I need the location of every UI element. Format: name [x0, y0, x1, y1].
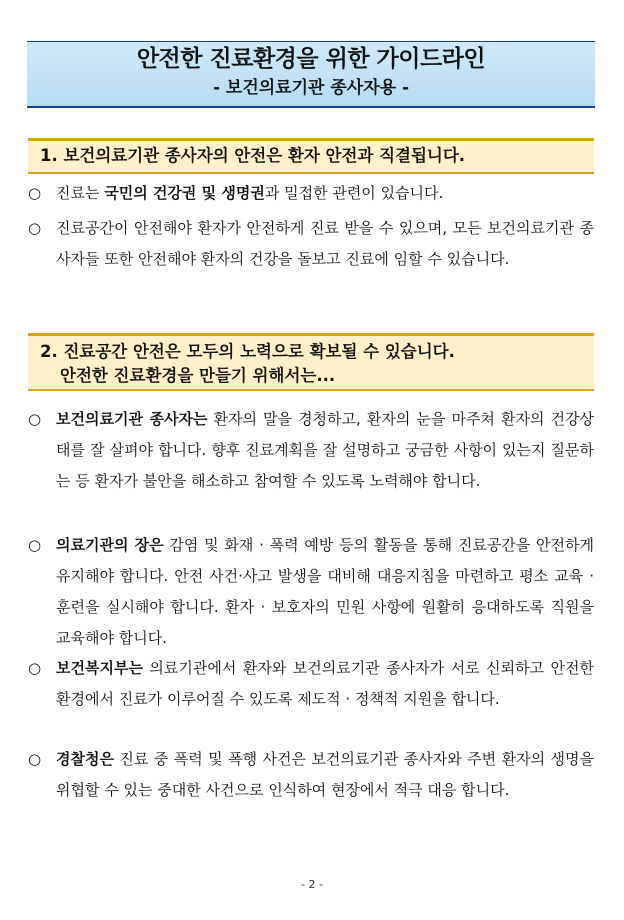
bullet-text: 보건복지부는 의료기관에서 환자와 보건의료기관 종사자가 서로 신뢰하고 안전한 환경에서 진료가 이루어질 수 있도록 제도적 · 정책적 지원을 합니다.	[56, 659, 594, 708]
document-subtitle: - 보건의료기관 종사자용 -	[212, 78, 410, 98]
bullet-text: 보건의료기관 종사자는 환자의 말을 경청하고, 환자의 눈을 마주쳐 환자의 건강상태를 잘 살펴야 합니다. 향후 진료계획을 잘 설명하고 궁금한 사항이 있는지 질문하는 등 환자가 불안을 해소하고 참여할 수 있도록 노력해야 합니다.	[56, 410, 594, 490]
bullet-emphasis: 국민의 건강권 및 생명권	[104, 184, 265, 202]
circle-bullet-icon: ○	[28, 410, 42, 428]
section-1-bullet-2	[28, 213, 594, 275]
section-1-heading: 1. 보건의료기관 종사자의 안전은 환자 안전과 직결됩니다.	[28, 138, 594, 174]
section-2-heading-line-2: 안전한 진료환경을 만들기 위해서는...	[60, 366, 336, 385]
section-2-heading	[28, 333, 594, 391]
bullet-text: 의료기관의 장은 감염 및 화재 · 폭력 예방 등의 활동을 통해 진료공간을 안전하게 유지해야 합니다. 안전 사건·사고 발생을 대비해 대응지침을 마련하고 평소 교육 ·훈련을 실시해야 합니다. 환자 · 보호자의 민원 사항에 원활히 응대하도록 직원을 교육해야 합니다.	[56, 536, 594, 647]
circle-bullet-icon: ○	[28, 184, 42, 202]
bullet-emphasis: 보건복지부는	[56, 659, 143, 677]
bullet-text: 경찰청은 진료 중 폭력 및 폭행 사건은 보건의료기관 종사자와 주변 환자의 생명을 위협할 수 있는 중대한 사건으로 인식하여 현장에서 적극 대응 합니다.	[56, 750, 594, 799]
section-2-bullet-3	[28, 653, 594, 715]
section-1-bullet-1	[28, 178, 594, 209]
bullet-emphasis: 경찰청은	[56, 750, 114, 768]
bullet-emphasis: 의료기관의 장은	[56, 536, 164, 554]
section-2-bullet-1	[28, 404, 594, 497]
section-2-bullet-2	[28, 530, 594, 654]
section-2-bullet-4	[28, 744, 594, 806]
section-2-heading-line-1: 2. 진료공간 안전은 모두의 노력으로 확보될 수 있습니다.	[40, 342, 455, 361]
bullet-text: 진료공간이 안전해야 환자가 안전하게 진료 받을 수 있으며, 모든 보건의료기관 종사자들 또한 안전해야 환자의 건강을 돌보고 진료에 임할 수 있습니다.	[56, 219, 594, 268]
document-title: 안전한 진료환경을 위한 가이드라인	[136, 46, 486, 72]
bullet-emphasis: 보건의료기관 종사자는	[56, 410, 208, 428]
circle-bullet-icon: ○	[28, 659, 42, 677]
circle-bullet-icon: ○	[28, 750, 42, 768]
bullet-text: 진료는 국민의 건강권 및 생명권과 밀접한 관련이 있습니다.	[56, 184, 444, 202]
circle-bullet-icon: ○	[28, 536, 42, 554]
page-number: - 2 -	[301, 878, 323, 891]
document-title-box	[27, 41, 595, 108]
circle-bullet-icon: ○	[28, 219, 42, 237]
